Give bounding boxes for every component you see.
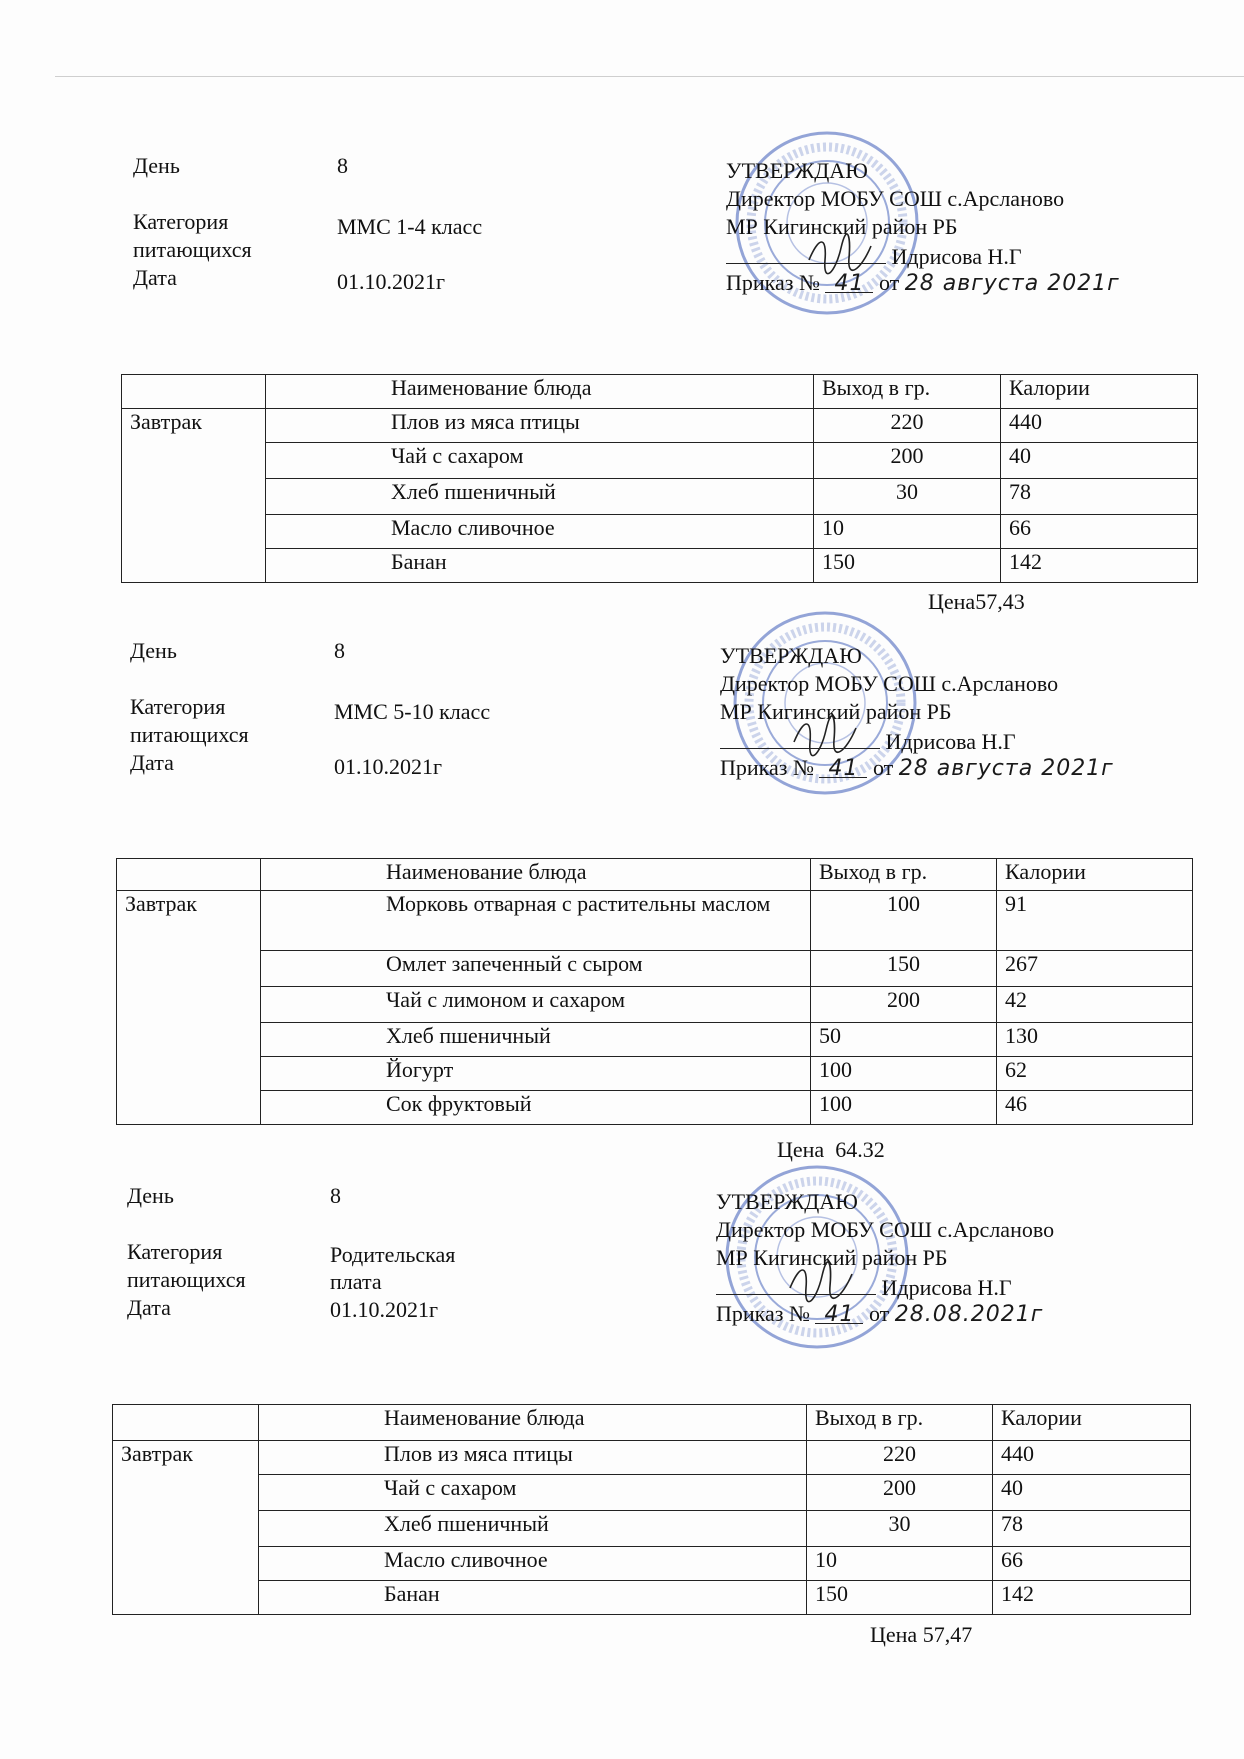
- approval-block: [720, 642, 1140, 782]
- header-cell: [117, 859, 261, 891]
- approve-title: УТВЕРЖДАЮ: [720, 643, 862, 668]
- dish-weight: 200: [814, 443, 1001, 479]
- table-row: [117, 951, 1193, 987]
- dish-name: Хлеб пшеничный: [261, 1023, 811, 1057]
- date-label: Дата: [133, 265, 177, 290]
- day-label: День: [130, 638, 177, 663]
- date-label: Дата: [130, 750, 174, 775]
- menu-table: [112, 1404, 1191, 1615]
- table-row: [113, 1475, 1191, 1511]
- approve-order: [720, 754, 1140, 782]
- dish-weight: 200: [807, 1475, 993, 1511]
- order-number: 41: [819, 755, 867, 778]
- date-value: 01.10.2021г: [334, 754, 443, 779]
- order-label: Приказ №: [726, 270, 820, 295]
- meal-cell: Завтрак: [113, 1441, 259, 1615]
- order-label: Приказ №: [716, 1301, 810, 1326]
- approve-signature-line: [716, 1272, 1136, 1300]
- approve-order: [726, 269, 1146, 297]
- meal-cell: Завтрак: [122, 409, 266, 583]
- header-cell: Наименование блюда: [266, 375, 814, 409]
- menu-table: [116, 858, 1193, 1125]
- table-row: [117, 1057, 1193, 1091]
- table-row: [113, 1511, 1191, 1547]
- approve-signature-line: [720, 726, 1140, 754]
- dish-weight: 10: [814, 515, 1001, 549]
- dish-name: Чай с сахаром: [259, 1475, 807, 1511]
- dish-name: Плов из мяса птицы: [266, 409, 814, 443]
- dish-calories: 62: [997, 1057, 1193, 1091]
- header-cell: [113, 1405, 259, 1441]
- category-value: ММС 1-4 класс: [337, 214, 483, 239]
- order-from: от: [872, 755, 894, 780]
- day-value: 8: [337, 153, 348, 178]
- table-row: [122, 409, 1198, 443]
- category-value: ММС 5-10 класс: [334, 699, 491, 724]
- dish-weight: 220: [807, 1441, 993, 1475]
- dish-weight: 50: [811, 1023, 997, 1057]
- price-text: Цена 64.32: [777, 1137, 885, 1162]
- header-cell: Выход в гр.: [807, 1405, 993, 1441]
- dish-name: Сок фруктовый: [261, 1091, 811, 1125]
- category-value: Родительская: [330, 1242, 456, 1267]
- dish-calories: 91: [997, 891, 1193, 951]
- table-row: [122, 479, 1198, 515]
- table-row: [117, 1091, 1193, 1125]
- dish-name: Хлеб пшеничный: [259, 1511, 807, 1547]
- dish-calories: 42: [997, 987, 1193, 1023]
- approve-order: [716, 1300, 1136, 1328]
- dish-weight: 100: [811, 1057, 997, 1091]
- category-label-2: питающихся: [130, 722, 249, 747]
- menu-table: [121, 374, 1198, 583]
- dish-calories: 440: [993, 1441, 1191, 1475]
- dish-calories: 66: [993, 1547, 1191, 1581]
- approve-position: Директор МОБУ СОШ с.Арсланово: [720, 671, 1059, 696]
- order-label: Приказ №: [720, 755, 814, 780]
- category-label: Категория: [127, 1239, 223, 1264]
- date-value: 01.10.2021г: [337, 269, 446, 294]
- dish-name: Масло сливочное: [266, 515, 814, 549]
- dish-name: Чай с сахаром: [266, 443, 814, 479]
- category-label: Категория: [133, 209, 229, 234]
- dish-weight: 150: [807, 1581, 993, 1615]
- category-label-2: питающихся: [133, 237, 252, 262]
- dish-calories: 66: [1001, 515, 1198, 549]
- category-value-2: плата: [330, 1269, 382, 1294]
- table-row: [117, 891, 1193, 951]
- dish-calories: 142: [993, 1581, 1191, 1615]
- header-cell: Калории: [1001, 375, 1198, 409]
- order-number: 41: [825, 270, 873, 293]
- dish-calories: 142: [1001, 549, 1198, 583]
- approve-title: УТВЕРЖДАЮ: [716, 1189, 858, 1214]
- header-cell: Выход в гр.: [811, 859, 997, 891]
- approve-district: МР Кигинский район РБ: [726, 214, 958, 239]
- day-value: 8: [330, 1183, 341, 1208]
- page-top-line: [55, 76, 1244, 77]
- dish-name: Масло сливочное: [259, 1547, 807, 1581]
- table-row: [113, 1547, 1191, 1581]
- dish-calories: 40: [1001, 443, 1198, 479]
- approval-block: [716, 1188, 1136, 1328]
- order-number: 41: [815, 1301, 863, 1324]
- dish-calories: 78: [993, 1511, 1191, 1547]
- dish-calories: 130: [997, 1023, 1193, 1057]
- day-label: День: [133, 153, 180, 178]
- table-row: [117, 1023, 1193, 1057]
- header-cell: Выход в гр.: [814, 375, 1001, 409]
- approve-signature-line: [726, 241, 1146, 269]
- table-row: [113, 1581, 1191, 1615]
- approve-title: УТВЕРЖДАЮ: [726, 158, 868, 183]
- dish-calories: 78: [1001, 479, 1198, 515]
- table-row: [122, 549, 1198, 583]
- category-label-2: питающихся: [127, 1267, 246, 1292]
- approval-block: [726, 157, 1146, 297]
- header-cell: [122, 375, 266, 409]
- approve-name: Идрисова Н.Г: [891, 244, 1022, 269]
- dish-weight: 30: [807, 1511, 993, 1547]
- table-header-row: [117, 859, 1193, 891]
- approve-district: МР Кигинский район РБ: [716, 1245, 948, 1270]
- table-row: [122, 443, 1198, 479]
- order-date: 28 августа 2021г: [898, 756, 1114, 781]
- dish-name: Хлеб пшеничный: [266, 479, 814, 515]
- table-header-row: [113, 1405, 1191, 1441]
- dish-name: Плов из мяса птицы: [259, 1441, 807, 1475]
- dish-name: Чай с лимоном и сахаром: [261, 987, 811, 1023]
- header-cell: Наименование блюда: [259, 1405, 807, 1441]
- date-label: Дата: [127, 1295, 171, 1320]
- dish-name: Банан: [259, 1581, 807, 1615]
- dish-name: Йогурт: [261, 1057, 811, 1091]
- meal-cell: Завтрак: [117, 891, 261, 1125]
- day-label: День: [127, 1183, 174, 1208]
- order-date: 28 августа 2021г: [904, 271, 1120, 296]
- dish-weight: 150: [814, 549, 1001, 583]
- category-label: Категория: [130, 694, 226, 719]
- table-header-row: [122, 375, 1198, 409]
- dish-weight: 220: [814, 409, 1001, 443]
- dish-weight: 100: [811, 891, 997, 951]
- dish-calories: 440: [1001, 409, 1198, 443]
- price-text: Цена 57,47: [870, 1622, 973, 1647]
- header-cell: Калории: [997, 859, 1193, 891]
- day-value: 8: [334, 638, 345, 663]
- order-date: 28.08.2021г: [894, 1302, 1044, 1327]
- dish-name: Омлет запеченный с сыром: [261, 951, 811, 987]
- dish-calories: 267: [997, 951, 1193, 987]
- approve-position: Директор МОБУ СОШ с.Арсланово: [726, 186, 1065, 211]
- dish-weight: 100: [811, 1091, 997, 1125]
- order-from: от: [868, 1301, 890, 1326]
- dish-name: Банан: [266, 549, 814, 583]
- table-row: [117, 987, 1193, 1023]
- price-text: Цена57,43: [928, 589, 1025, 614]
- table-row: [122, 515, 1198, 549]
- approve-district: МР Кигинский район РБ: [720, 699, 952, 724]
- dish-weight: 30: [814, 479, 1001, 515]
- order-from: от: [878, 270, 900, 295]
- dish-weight: 200: [811, 987, 997, 1023]
- dish-name: Морковь отварная с растительны маслом: [261, 891, 811, 951]
- approve-name: Идрисова Н.Г: [885, 729, 1016, 754]
- table-row: [113, 1441, 1191, 1475]
- dish-weight: 150: [811, 951, 997, 987]
- approve-position: Директор МОБУ СОШ с.Арсланово: [716, 1217, 1055, 1242]
- header-cell: Наименование блюда: [261, 859, 811, 891]
- date-value: 01.10.2021г: [330, 1297, 439, 1322]
- approve-name: Идрисова Н.Г: [881, 1275, 1012, 1300]
- dish-weight: 10: [807, 1547, 993, 1581]
- dish-calories: 46: [997, 1091, 1193, 1125]
- dish-calories: 40: [993, 1475, 1191, 1511]
- header-cell: Калории: [993, 1405, 1191, 1441]
